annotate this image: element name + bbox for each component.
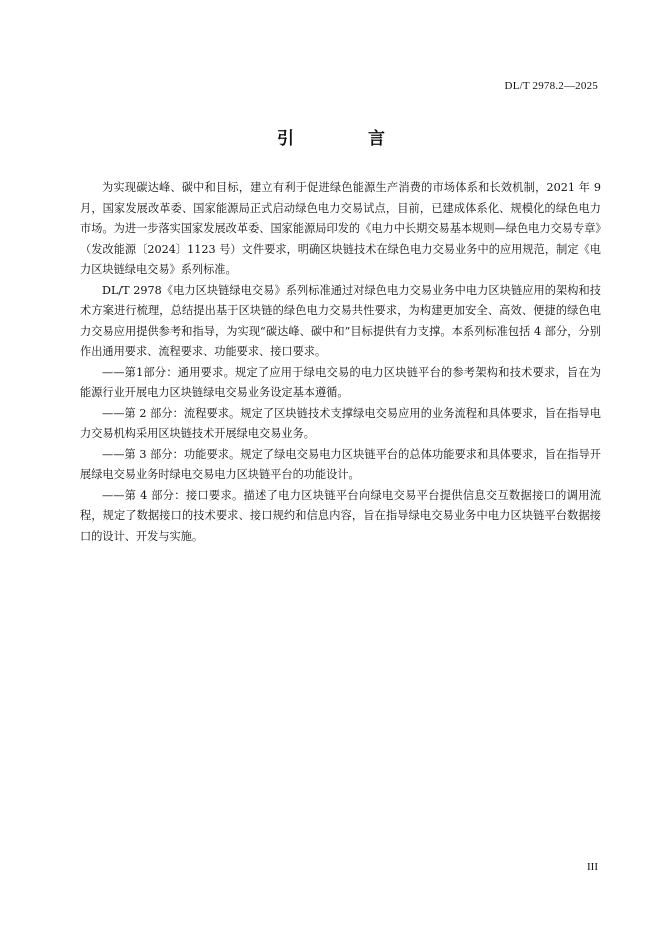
- paragraph-series-overview: DL/T 2978《电力区块链绿电交易》系列标准通过对绿色电力交易业务中电力区块链应用的架构和技术方案进行梳理，总结提出基于区块链的绿色电力交易共性要求，为构建更加安全、高效、便捷的绿色电力交易应用提供参考和指导，为实现“碳达峰、碳中和”目标提供有力支撑。本系列标准包括 4 部分，分别作出通用要求、流程要求、功能要求、接口要求。: [80, 283, 601, 358]
- body-text: [80, 178, 601, 547]
- page-title: 引 言: [277, 129, 419, 149]
- paragraph-part-4: ——第 4 部分：接口要求。描述了电力区块链平台向绿电交易平台提供信息交互数据接口的调用流程，规定了数据接口的技术要求、接口规约和信息内容，旨在指导绿电交易业务中电力区块链平台数据接口的设计、开发与实施。: [80, 488, 601, 543]
- standard-code: DL/T 2978.2—2025: [504, 80, 598, 92]
- paragraph-background: 为实现碳达峰、碳中和目标，建立有利于促进绿色能源生产消费的市场体系和长效机制，2021 年 9 月，国家发展改革委、国家能源局正式启动绿色电力交易试点，目前，已建成体系化、规模化的绿色电力市场。为进一步落实国家发展改革委、国家能源局印发的《电力中长期交易基本规则—绿色电力交易专章》（发改能源〔2024〕1123 号）文件要求，明确区块链技术在绿色电力交易业务中的应用规范，制定《电力区块链绿电交易》系列标准。: [80, 181, 601, 276]
- page-number: III: [587, 861, 598, 873]
- paragraph-part-1: ——第1部分：通用要求。规定了应用于绿电交易的电力区块链平台的参考架构和技术要求，旨在为能源行业开展电力区块链绿电交易业务设定基本遵循。: [80, 365, 601, 399]
- paragraph-part-3: ——第 3 部分：功能要求。规定了绿电交易电力区块链平台的总体功能要求和具体要求，旨在指导开展绿电交易业务时绿电交易电力区块链平台的功能设计。: [80, 447, 601, 481]
- paragraph-part-2: ——第 2 部分：流程要求。规定了区块链技术支撑绿电交易应用的业务流程和具体要求，旨在指导电力交易机构采用区块链技术开展绿电交易业务。: [80, 406, 601, 440]
